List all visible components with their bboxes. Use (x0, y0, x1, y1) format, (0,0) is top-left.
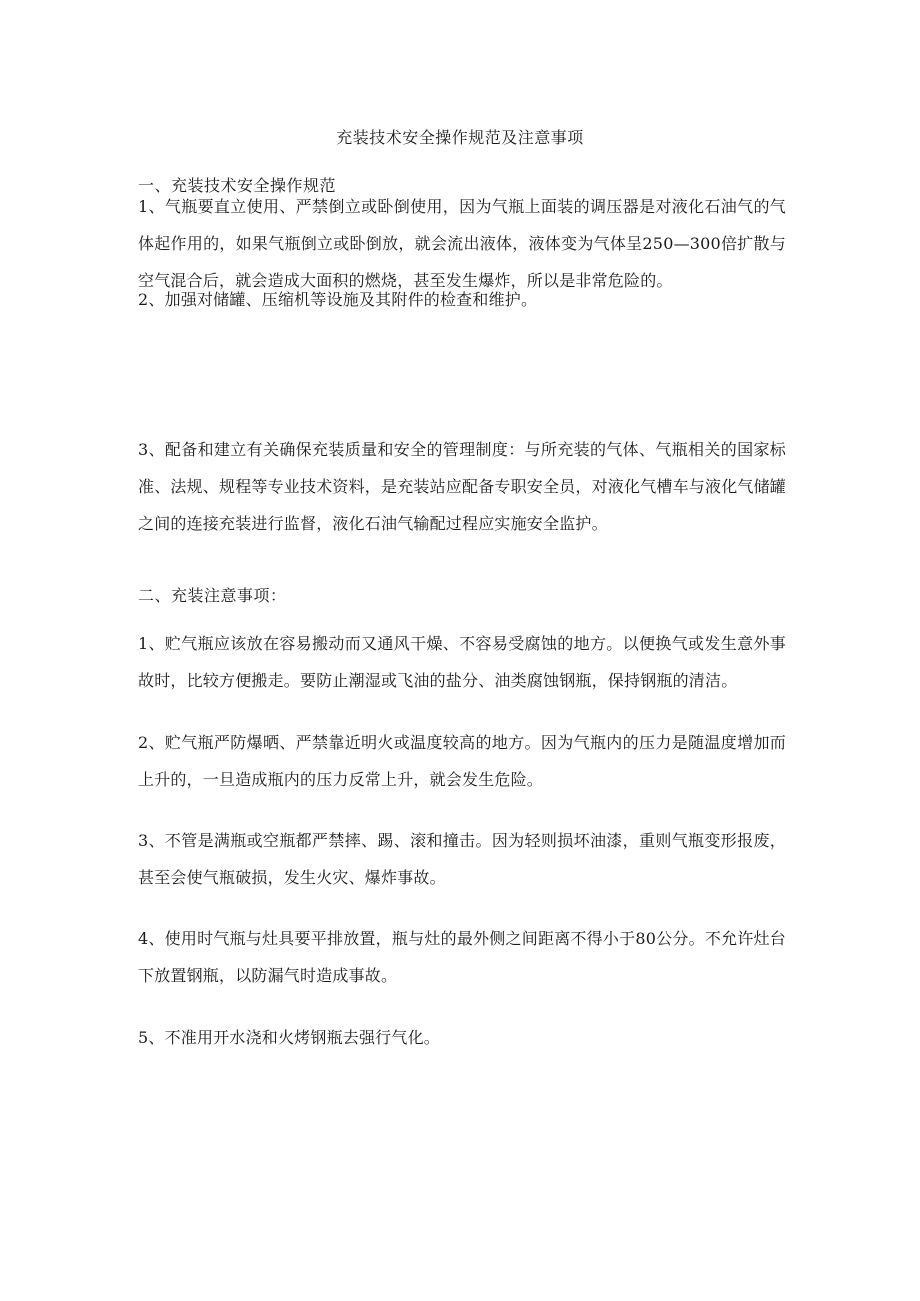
paragraph-precaution-2: 2、贮气瓶严防爆晒、严禁靠近明火或温度较高的地方。因为气瓶内的压力是随温度增加而上升的，一旦造成瓶内的压力反常上升，就会发生危险。 (138, 733, 786, 789)
paragraph-precaution-4: 4、使用时气瓶与灶具要平排放置，瓶与灶的最外侧之间距离不得小于80公分。不允许灶台下放置钢瓶，以防漏气时造成事故。 (138, 929, 786, 985)
paragraph-precaution-3: 3、不管是满瓶或空瓶都严禁摔、踢、滚和撞击。因为轻则损坏油漆，重则气瓶变形报废，甚至会使气瓶破损，发生火灾、爆炸事故。 (138, 831, 786, 887)
document-title: 充装技术安全操作规范及注意事项 (336, 128, 584, 147)
section-heading-precautions: 二、充装注意事项： (138, 586, 287, 605)
paragraph-rule-1: 1、气瓶要直立使用、严禁倒立或卧倒使用，因为气瓶上面装的调压器是对液化石油气的气体起作用的，如果气瓶倒立或卧倒放，就会流出液体，液体变为气体呈250—300倍扩散与空气混合后，就会造成大面积的燃烧，甚至发生爆炸，所以是非常危险的。 (138, 197, 786, 290)
paragraph-precaution-5: 5、不准用开水浇和火烤钢瓶去强行气化。 (138, 1028, 440, 1047)
section-heading-operation-rules: 一、充装技术安全操作规范 (138, 176, 337, 195)
paragraph-rule-2: 2、加强对储罐、压缩机等设施及其附件的检查和维护。 (138, 290, 538, 309)
paragraph-rule-3: 3、配备和建立有关确保充装质量和安全的管理制度：与所充装的气体、气瓶相关的国家标准、法规、规程等专业技术资料，是充装站应配备专职安全员，对液化气槽车与液化气储罐之间的连接充装进行监督，液化石油气输配过程应实施安全监护。 (138, 440, 787, 533)
paragraph-precaution-1: 1、贮气瓶应该放在容易搬动而又通风干燥、不容易受腐蚀的地方。以便换气或发生意外事故时，比较方便搬走。要防止潮湿或飞油的盐分、油类腐蚀钢瓶，保持钢瓶的清洁。 (138, 634, 786, 690)
